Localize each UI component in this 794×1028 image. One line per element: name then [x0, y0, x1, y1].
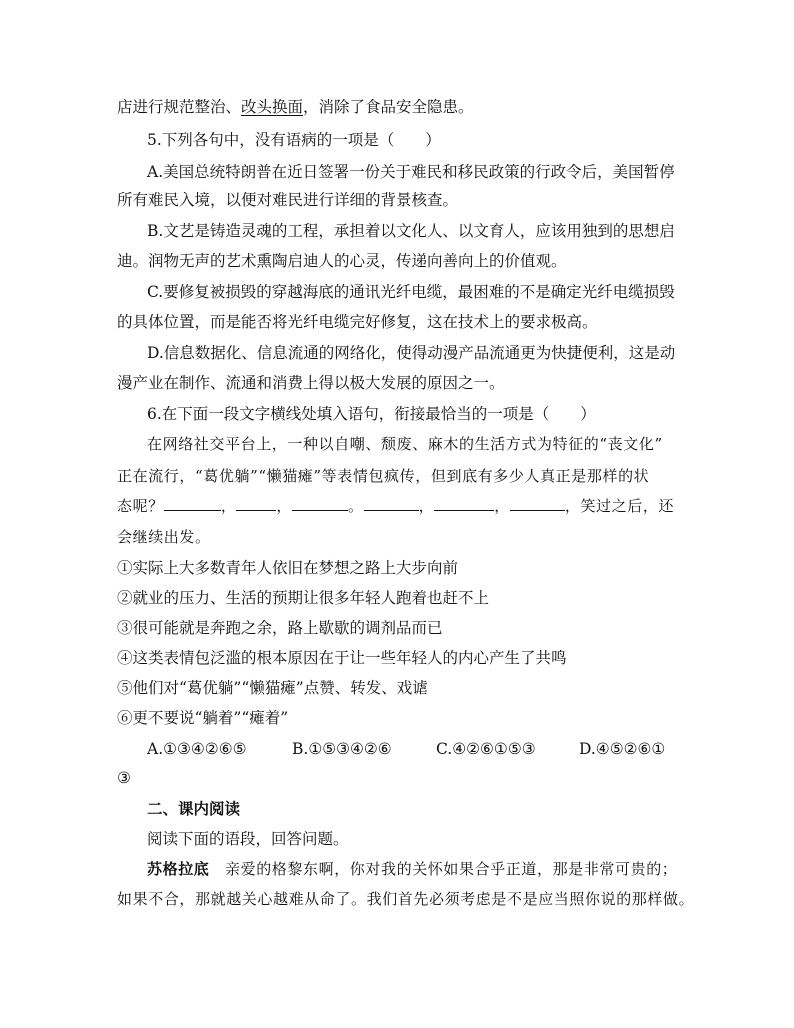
answer-blank-4: [364, 495, 419, 511]
q6-item-3: ③很可能就是奔跑之余，路上歇歇的调剂品而已: [117, 619, 443, 637]
question-5-stem: 5.下列各句中，没有语病的一项是（ ）: [147, 131, 441, 149]
q6-item-5: ⑤他们对“葛优躺”“懒猫瘫”点赞、转发、戏谑: [117, 679, 428, 697]
intro-suffix: ，消除了食品安全隐患。: [303, 98, 474, 116]
underlined-phrase: 改头换面: [241, 98, 304, 116]
answer-blank-6: [510, 495, 565, 511]
dialogue-line2: 如果不合，那就越关心越难从命了。我们首先必须考虑是不是应当照你说的那样做。: [117, 890, 695, 908]
reading-instruction: 阅读下面的语段，回答问题。: [147, 830, 349, 848]
choice-d: D.④⑤②⑥①: [579, 740, 666, 758]
question-6-stem: 6.在下面一段文字横线处填入语句，衔接最恰当的一项是（ ）: [147, 405, 596, 423]
passage-text: 态呢？: [117, 497, 164, 515]
choice-d-wrap: ③: [117, 769, 131, 787]
q6-passage-line2: 正在流行，“葛优躺”“懒猫瘫”等表情包疯传，但到底有多少人真正是那样的状: [117, 467, 650, 485]
intro-line: [117, 96, 687, 118]
intro-prefix: 店进行规范整治、: [117, 98, 242, 116]
answer-blank-2: [236, 495, 276, 511]
q6-choices: [117, 738, 687, 760]
q6-passage-line4: 会继续出发。: [117, 528, 211, 546]
q5-option-b-line2: 迪。润物无声的艺术熏陶启迪人的心灵，传递向善向上的价值观。: [117, 252, 567, 270]
answer-blank-1: [164, 495, 221, 511]
answer-blank-5: [434, 495, 494, 511]
q6-item-6: ⑥更不要说“躺着”“瘫着”: [117, 709, 289, 727]
q6-item-2: ②就业的压力、生活的预期让很多年轻人跑着也赶不上: [117, 589, 490, 607]
q5-option-d-line1: D.信息数据化、信息流通的网络化，使得动漫产品流通更为快捷便利，这是动: [147, 344, 676, 362]
q5-option-d-line2: 漫产业在制作、流通和消费上得以极大发展的原因之一。: [117, 374, 505, 392]
speaker-name: 苏格拉底: [147, 860, 210, 878]
q5-option-c-line1: C.要修复被损毁的穿越海底的通讯光纤电缆，最困难的不是确定光纤电缆损毁: [147, 283, 675, 301]
answer-blank-3: [292, 495, 348, 511]
q6-passage-line1: 在网络社交平台上，一种以自嘲、颓废、麻木的生活方式为特征的“丧文化”: [147, 435, 663, 453]
q6-item-4: ④这类表情包泛滥的根本原因在于让一些年轻人的内心产生了共鸣: [117, 649, 567, 667]
choice-c: C.④②⑥①⑤③: [436, 740, 536, 758]
q5-option-c-line2: 的具体位置，而是能否将光纤电缆完好修复，这在技术上的要求极高。: [117, 313, 598, 331]
q6-item-1: ①实际上大多数青年人依旧在梦想之路上大步向前: [117, 559, 459, 577]
q5-option-a-line1: A.美国总统特朗普在近日签署一份关于难民和移民政策的行政令后，美国暂停: [147, 163, 675, 181]
q5-option-a-line2: 所有难民入境，以便对难民进行详细的背景核查。: [117, 191, 459, 209]
q5-option-b-line1: B.文艺是铸造灵魂的工程，承担着以文化人、以文育人，应该用独到的思想启: [147, 222, 675, 240]
q6-passage-line3: 态呢？ ， ， 。 ， ， ，笑过之后，还: [117, 497, 675, 515]
speech-text: 亲爱的格黎东啊，你对我的关怀如果合乎正道，那是非常可贵的；: [209, 860, 678, 878]
dialogue-line1: [147, 858, 717, 880]
section-heading: 二、课内阅读: [147, 800, 241, 818]
choice-a: A.①③④②⑥⑤: [147, 740, 247, 758]
choice-b: B.①⑤③④②⑥: [292, 740, 392, 758]
passage-text-end: ，笑过之后，还: [564, 497, 675, 515]
